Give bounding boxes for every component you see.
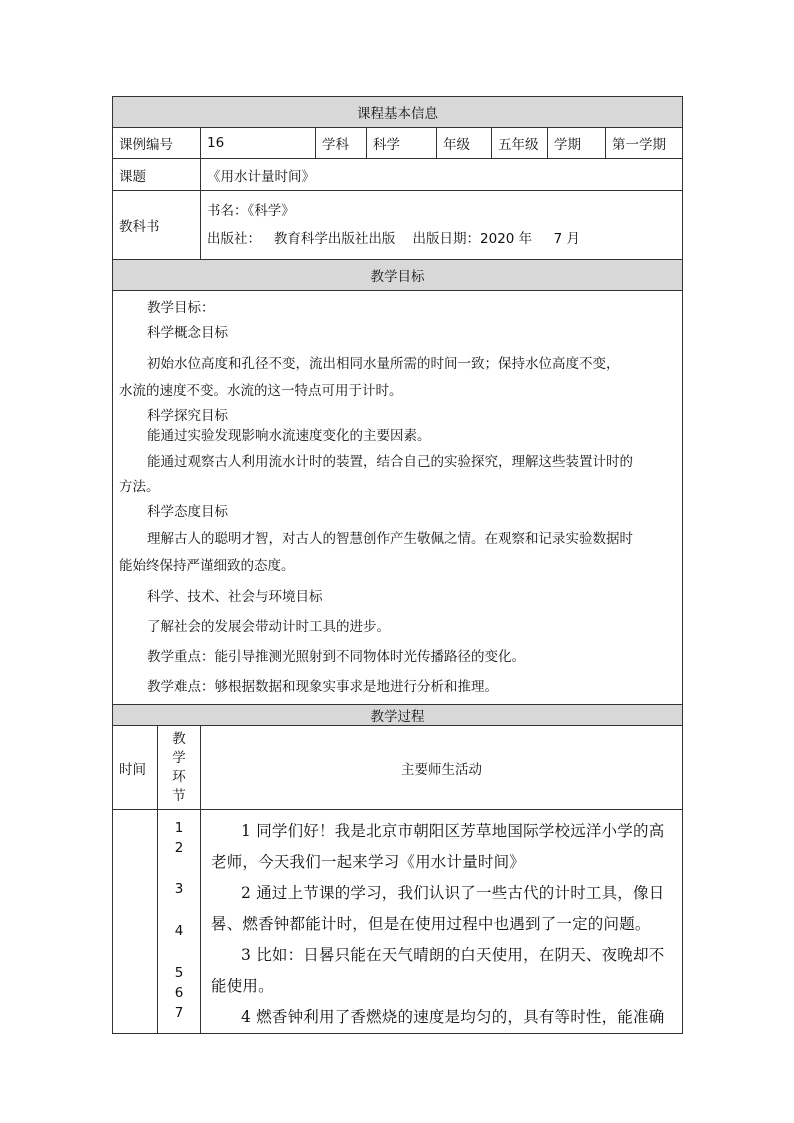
- process-header: 教学过程: [113, 705, 683, 726]
- objectives-body: [113, 291, 683, 705]
- grade-value: 五年级: [492, 128, 548, 159]
- subject-label: 学科: [316, 128, 367, 159]
- time-column-header: 时间: [113, 726, 158, 810]
- lesson-plan-table: [112, 96, 683, 1034]
- step-number: 5: [174, 965, 184, 981]
- stage-char: 教: [172, 730, 186, 747]
- term-value: 第一学期: [606, 128, 683, 159]
- objective-line: 能通过实验发现影响水流速度变化的主要因素。: [147, 428, 431, 444]
- activity-paragraph: 3 比如：日晷只能在天气晴朗的白天使用，在阴天、夜晚却不能使用。: [211, 946, 665, 995]
- grade-label: 年级: [437, 128, 492, 159]
- step-number: 2: [174, 840, 184, 856]
- objective-line: 教学难点：够根据数据和现象实事求是地进行分析和推理。: [147, 679, 498, 695]
- objective-line: 能通过观察古人利用流水计时的装置，结合自己的实验探究，理解这些装置计时的: [147, 454, 633, 470]
- main-activity-header: 主要师生活动: [201, 726, 683, 810]
- stage-char: 环: [172, 768, 186, 785]
- objective-line: 能始终保持严谨细致的态度。: [119, 558, 295, 574]
- objective-line: 教学重点：能引导推测光照射到不同物体时光传播路径的变化。: [147, 649, 525, 665]
- case-no-value: 16: [201, 128, 316, 159]
- objective-line: 科学态度目标: [147, 504, 228, 520]
- time-cell: [113, 810, 158, 1034]
- objective-line: 理解古人的聪明才智，对古人的智慧创作产生敬佩之情。在观察和记录实验数据时: [147, 531, 633, 547]
- textbook-name: 书名：《科学》: [207, 203, 295, 219]
- stage-char: 学: [172, 749, 186, 766]
- activity-paragraph: 1 同学们好！我是北京市朝阳区芳草地国际学校远洋小学的高老师，今天我们一起来学习《用水计量时间》: [211, 822, 665, 871]
- topic-value: 《用水计量时间》: [201, 159, 683, 191]
- objective-line: 教学目标：: [147, 300, 215, 316]
- term-label: 学期: [548, 128, 606, 159]
- subject-value: 科学: [367, 128, 437, 159]
- activity-paragraph: 2 通过上节课的学习，我们认识了一些古代的计时工具，像日晷、燃香钟都能计时，但是在使用过程中也遇到了一定的问题。: [211, 884, 665, 933]
- stage-column-header: [158, 726, 201, 810]
- step-number: 3: [174, 881, 184, 897]
- objective-line: 科学、技术、社会与环境目标: [147, 589, 323, 605]
- case-no-label: 课例编号: [113, 128, 201, 159]
- textbook-publisher: 出版社： 教育科学出版社出版 出版日期：2020 年 7 月: [207, 231, 581, 247]
- objective-line: 初始水位高度和孔径不变，流出相同水量所需的时间一致；保持水位高度不变，: [147, 356, 620, 372]
- stage-char: 节: [172, 787, 186, 804]
- objectives-header: 教学目标: [113, 260, 683, 291]
- step-numbers: [158, 810, 201, 1034]
- topic-label: 课题: [113, 159, 201, 191]
- step-number: 4: [174, 923, 184, 939]
- textbook-label: 教科书: [113, 191, 201, 260]
- step-number: 7: [174, 1005, 184, 1021]
- basic-info-header: 课程基本信息: [113, 97, 683, 128]
- objective-line: 科学概念目标: [147, 325, 228, 341]
- objective-line: 方法。: [119, 479, 160, 495]
- textbook-info: [201, 191, 683, 260]
- activity-text: [201, 810, 683, 1034]
- step-number: 1: [174, 820, 184, 836]
- objective-line: 科学探究目标: [147, 408, 228, 424]
- step-number: 6: [174, 985, 184, 1001]
- objective-line: 了解社会的发展会带动计时工具的进步。: [147, 619, 390, 635]
- activity-paragraph: 4 燃香钟利用了香燃烧的速度是均匀的，具有等时性，能准确: [241, 1008, 665, 1026]
- objective-line: 水流的速度不变。水流的这一特点可用于计时。: [119, 383, 403, 399]
